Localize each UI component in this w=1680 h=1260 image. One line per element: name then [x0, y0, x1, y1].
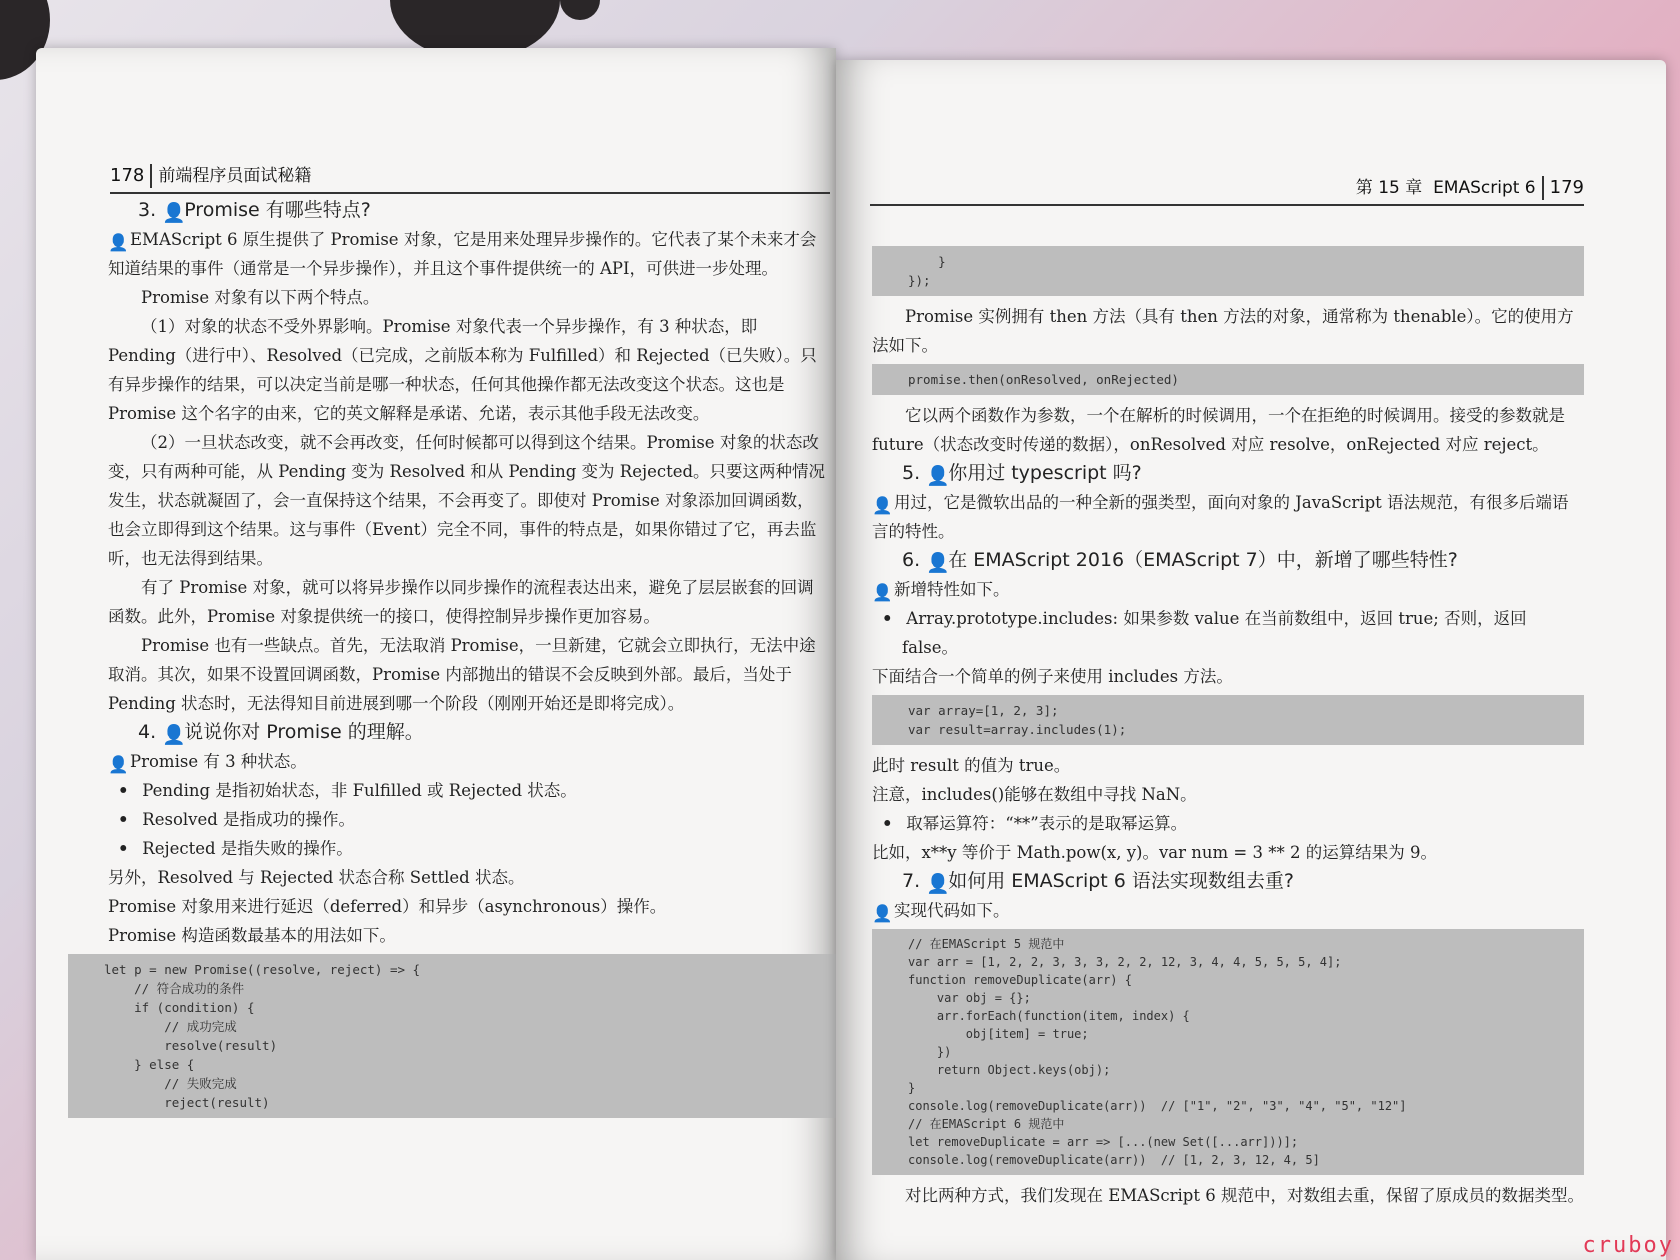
person-question-icon: 👤 — [162, 724, 186, 746]
paragraph: 注意，includes()能够在数组中寻找 NaN。 — [872, 785, 1197, 804]
paragraph: Promise 对象用来进行延迟（deferred）和异步（asynchronous）操作。 — [108, 897, 667, 916]
answer-5: 👤用过，它是微软出品的一种全新的强类型，面向对象的 JavaScript 语法规范，有很多后端语言的特性。 — [872, 493, 1569, 541]
person-question-icon: 👤 — [926, 873, 950, 895]
bullet-item: • 取幂运算符：“**”表示的是取幂运算。 — [872, 809, 1584, 838]
answer-4: 👤Promise 有 3 种状态。 — [108, 752, 307, 774]
code-block-then: promise.then(onResolved, onRejected) — [872, 364, 1584, 395]
paragraph: Promise 实例拥有 then 方法（具有 then 方法的对象，通常称为 thenable）。它的使用方法如下。 — [872, 307, 1574, 355]
left-content — [104, 196, 828, 1124]
book-title: 前端程序员面试秘籍 — [158, 166, 312, 186]
page-number-right: 179 — [1549, 177, 1584, 198]
person-answer-icon: 👤 — [872, 583, 893, 602]
paragraph: （2）一旦状态改变，就不会再改变，任何时候都可以得到这个结果。Promise 对象的状态改变，只有两种可能，从 Pending 变为 Resolved 和从 Pending 变为 Rejected。只要这两种情况发生，状态就凝固了，会一直保持这个结果，不会再变了。即使对 Promise 对象添加回调函数，也会立即得到这个结果。这与事件（Event）完全不同，事件的特点是，如果你错过了它，再去监听，也无法得到结果。 — [108, 433, 826, 568]
paragraph: 此时 result 的值为 true。 — [872, 756, 1071, 775]
paragraph: 比如，x**y 等价于 Math.pow(x, y)。var num = 3 ** 2 的运算结果为 9。 — [872, 843, 1437, 862]
person-answer-icon: 👤 — [872, 904, 893, 923]
paragraph: （1）对象的状态不受外界影响。Promise 对象代表一个异步操作，有 3 种状态，即 Pending（进行中）、Resolved（已完成，之前版本称为 Fulfilled）和 Rejected（已失败）。只有异步操作的结果，可以决定当前是哪一种状态，任何其他操作都无法改变这个状态。这也是 Promise 这个名字的由来，它的英文解释是承诺、允诺，表示其他手段无法改变。 — [108, 317, 817, 423]
chapter-title: EMAScript 6 — [1433, 178, 1536, 198]
paragraph: Promise 对象有以下两个特点。 — [141, 288, 380, 307]
code-block-dedupe: // 在EMAScript 5 规范中 var arr = [1, 2, 2, 3, 3, 3, 2, 2, 12, 3, 4, 4, 5, 5, 5, 4]; function removeDuplicate(arr) { var obj = {}; arr.forEach(function(item, index) { obj[item] = true; }) return Object.keys(obj); } console.log(removeDuplicate(arr)) // ["1", "2", "3", "4", "5", "12"] // 在EMAScript 6 规范中 let removeDuplicate = arr => [...(new Set([...arr]))]; console.log(removeDuplicate(arr)) // [1, 2, 3, 12, 4, 5] — [872, 929, 1584, 1175]
question-7: 7. 👤如何用 EMAScript 6 语法实现数组去重? — [902, 870, 1294, 895]
answer-3-intro: 👤EMAScript 6 原生提供了 Promise 对象，它是用来处理异步操作的。它代表了某个未来才会知道结果的事件（通常是一个异步操作），并且这个事件提供统一的 API，可供进一步处理。 — [108, 230, 817, 278]
paragraph: Promise 也有一些缺点。首先，无法取消 Promise，一旦新建，它就会立即执行，无法中途取消。其次，如果不设置回调函数，Promise 内部抛出的错误不会反映到外部。最后，当处于 Pending 状态时，无法得知目前进展到哪一个阶段（刚刚开始还是即将完成）。 — [108, 636, 816, 713]
code-block-promise: let p = new Promise((resolve, reject) => { // 符合成功的条件 if (condition) { // 成功完成 resolve(result) } else { // 失败完成 reject(result) — [68, 954, 836, 1118]
code-block-end: } }); — [872, 246, 1584, 296]
bullet-item: • Pending 是指初始状态，非 Fulfilled 或 Rejected 状态。 — [108, 776, 828, 805]
bullet-item: • Rejected 是指失败的操作。 — [108, 834, 828, 863]
person-question-icon: 👤 — [926, 465, 950, 487]
bullet-item: • Array.prototype.includes: 如果参数 value 在当前数组中，返回 true; 否则，返回 false。 — [872, 604, 1584, 662]
watermark: cruboy — [1582, 1233, 1674, 1258]
bullet-item: • Resolved 是指成功的操作。 — [108, 805, 828, 834]
person-question-icon: 👤 — [926, 552, 950, 574]
answer-7: 👤实现代码如下。 — [872, 901, 1010, 923]
person-question-icon: 👤 — [162, 202, 186, 224]
paragraph: 有了 Promise 对象，就可以将异步操作以同步操作的流程表达出来，避免了层层嵌套的回调函数。此外，Promise 对象提供统一的接口，使得控制异步操作更加容易。 — [108, 578, 814, 626]
question-3: 3. 👤Promise 有哪些特点? — [138, 199, 371, 224]
right-page — [836, 60, 1666, 1260]
paragraph: Promise 构造函数最基本的用法如下。 — [108, 926, 396, 945]
question-6: 6. 👤在 EMAScript 2016（EMAScript 7）中，新增了哪些特性? — [902, 549, 1458, 574]
running-header-left — [110, 148, 830, 194]
paragraph: 对比两种方式，我们发现在 EMAScript 6 规范中，对数组去重，保留了原成员的数据类型。 — [905, 1186, 1584, 1205]
person-answer-icon: 👤 — [108, 755, 129, 774]
paragraph: 下面结合一个简单的例子来使用 includes 方法。 — [872, 667, 1233, 686]
person-answer-icon: 👤 — [108, 233, 129, 252]
left-page — [36, 48, 836, 1260]
question-5: 5. 👤你用过 typescript 吗? — [902, 462, 1142, 487]
paragraph: 另外，Resolved 与 Rejected 状态合称 Settled 状态。 — [108, 868, 525, 887]
person-answer-icon: 👤 — [872, 496, 893, 515]
question-4: 4. 👤说说你对 Promise 的理解。 — [138, 721, 424, 746]
code-block-includes: var array=[1, 2, 3]; var result=array.includes(1); — [872, 695, 1584, 745]
right-content — [872, 188, 1584, 1210]
chapter-number: 第 15 章 — [1355, 178, 1423, 198]
page-number-left: 178 — [110, 165, 145, 186]
paragraph: 它以两个函数作为参数，一个在解析的时候调用，一个在拒绝的时候调用。接受的参数就是 future（状态改变时传递的数据），onResolved 对应 resolve，onRejected 对应 reject。 — [872, 406, 1565, 454]
answer-6: 👤新增特性如下。 — [872, 580, 1010, 602]
